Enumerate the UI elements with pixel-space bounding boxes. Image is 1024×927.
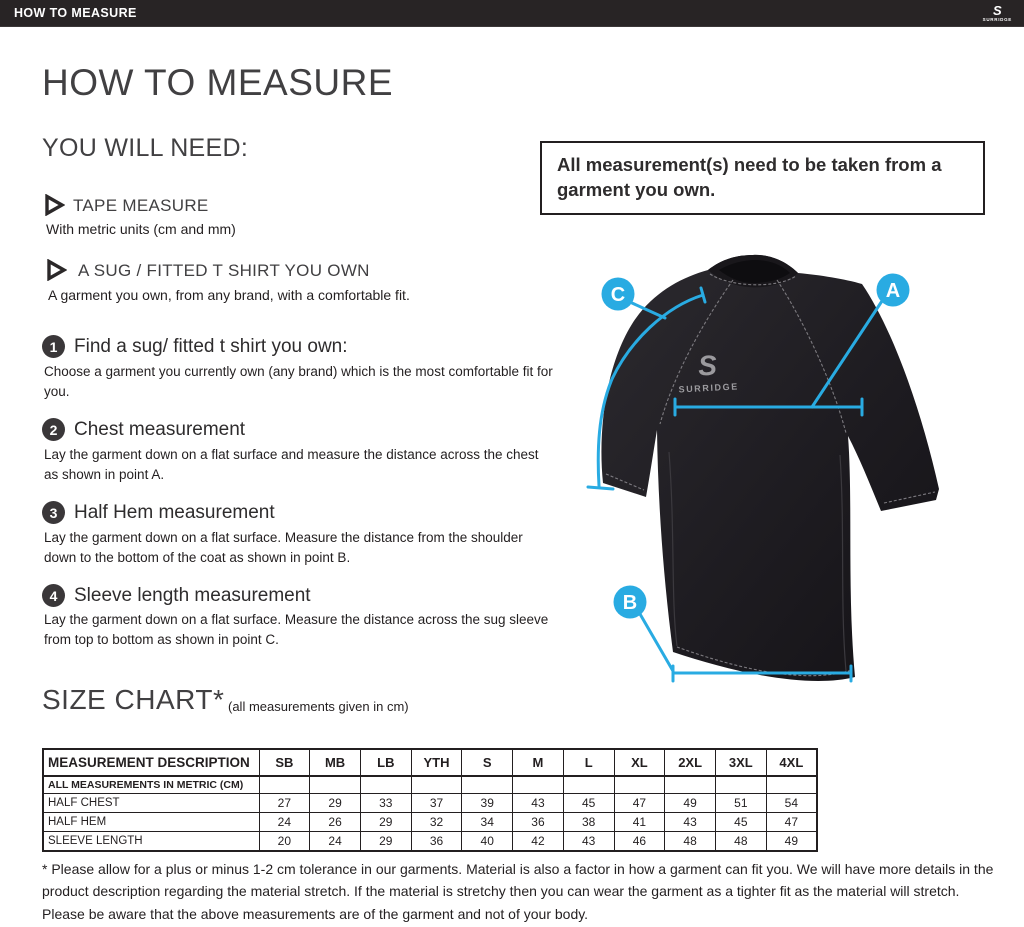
- table-cell: 40: [462, 832, 513, 852]
- step-description: Choose a garment you currently own (any brand) which is the most comfortable fit for you.: [44, 364, 553, 400]
- table-cell: 24: [310, 832, 361, 852]
- table-row: [43, 813, 817, 832]
- step-title: Chest measurement: [74, 419, 246, 440]
- column-header-size: M: [513, 749, 564, 776]
- measurement-note-box: [540, 141, 985, 215]
- table-cell: 48: [715, 832, 766, 852]
- metric-note-cell: ALL MEASUREMENTS IN METRIC (CM): [43, 776, 259, 794]
- shirt-measurement-diagram: [540, 240, 1024, 700]
- step-title: Sleeve length measurement: [74, 585, 311, 606]
- triangle-bullet-icon: [44, 194, 65, 216]
- surridge-logo-icon: S: [992, 2, 1002, 18]
- table-cell: 29: [310, 794, 361, 813]
- table-cell: 43: [665, 813, 716, 832]
- column-header-size: 4XL: [766, 749, 817, 776]
- callout-a-label: A: [885, 280, 901, 302]
- need-item-desc: With metric units (cm and mm): [46, 221, 236, 237]
- row-label: SLEEVE LENGTH: [43, 832, 259, 852]
- column-header-size: S: [462, 749, 513, 776]
- table-cell: 20: [259, 832, 310, 852]
- row-label: HALF CHEST: [43, 794, 259, 813]
- step-number-badge: 1: [42, 335, 65, 358]
- need-item-desc: A garment you own, from any brand, with a comfortable fit.: [48, 287, 410, 303]
- column-header-size: 2XL: [665, 749, 716, 776]
- step-title: Find a sug/ fitted t shirt you own:: [74, 336, 348, 357]
- disclaimer-text: * Please allow for a plus or minus 1-2 cm tolerance in our garments. Material is also a factor in how a garment can fit you. We will have more details in the product description regarding the material stretch. If the material is stretchy then you can wear the garment as a tighter fit as the material will stretch. Please be aware that the above measurements are of the garment and not of your body.: [42, 861, 994, 922]
- column-header-size: 3XL: [715, 749, 766, 776]
- callout-c-label: C: [610, 284, 626, 306]
- table-row: [43, 794, 817, 813]
- column-header-size: YTH: [411, 749, 462, 776]
- column-header-description: MEASUREMENT DESCRIPTION: [43, 749, 259, 776]
- callout-b-label: B: [622, 592, 638, 614]
- table-cell: 27: [259, 794, 310, 813]
- table-cell: 41: [614, 813, 665, 832]
- top-bar-title: HOW TO MEASURE: [14, 6, 137, 20]
- table-cell: 37: [411, 794, 462, 813]
- table-cell: 45: [715, 813, 766, 832]
- table-cell: 49: [665, 794, 716, 813]
- triangle-bullet-icon: [46, 259, 67, 281]
- table-header-row: [43, 749, 817, 776]
- measurement-note-text: All measurement(s) need to be taken from a garment you own.: [557, 154, 942, 200]
- size-chart-subheading: (all measurements given in cm): [228, 699, 409, 714]
- surridge-logo-text: SURRIDGE: [982, 16, 1012, 22]
- table-cell: 26: [310, 813, 361, 832]
- sleeve-line-bottom-tick: [588, 487, 613, 489]
- page-title: HOW TO MEASURE: [42, 62, 394, 103]
- table-cell: 36: [513, 813, 564, 832]
- table-cell: 45: [563, 794, 614, 813]
- shirt-body: [601, 255, 939, 681]
- table-cell: 33: [360, 794, 411, 813]
- table-cell: 46: [614, 832, 665, 852]
- step-number-badge: 4: [42, 584, 65, 607]
- callout-b-connector: [640, 614, 673, 671]
- table-metric-note-row: [43, 776, 817, 794]
- step-description: Lay the garment down on a flat surface. Measure the distance from the shoulder down to the bottom of the coat as shown in point B.: [44, 530, 523, 566]
- table-cell: 43: [513, 794, 564, 813]
- table-cell: 29: [360, 832, 411, 852]
- table-cell: 49: [766, 832, 817, 852]
- need-item-title: TAPE MEASURE: [73, 196, 209, 215]
- you-will-need-heading: YOU WILL NEED:: [42, 134, 249, 162]
- table-cell: 34: [462, 813, 513, 832]
- step-title: Half Hem measurement: [74, 502, 275, 523]
- shirt-brand-name: SURRIDGE: [678, 381, 740, 395]
- step-number-badge: 2: [42, 418, 65, 441]
- table-cell: 24: [259, 813, 310, 832]
- shirt-figure: [601, 255, 939, 681]
- step-number-badge: 3: [42, 501, 65, 524]
- column-header-size: L: [563, 749, 614, 776]
- table-cell: 48: [665, 832, 716, 852]
- table-cell: 38: [563, 813, 614, 832]
- table-cell: 36: [411, 832, 462, 852]
- column-header-size: LB: [360, 749, 411, 776]
- surridge-logo: [982, 2, 1024, 22]
- table-cell: 51: [715, 794, 766, 813]
- column-header-size: SB: [259, 749, 310, 776]
- shirt-brand-mark: S: [697, 349, 718, 382]
- table-cell: 54: [766, 794, 817, 813]
- table-cell: 39: [462, 794, 513, 813]
- table-cell: 43: [563, 832, 614, 852]
- column-header-size: MB: [310, 749, 361, 776]
- size-chart-table: [42, 748, 818, 852]
- table-cell: 32: [411, 813, 462, 832]
- step-description: Lay the garment down on a flat surface and measure the distance across the chest as shown in point A.: [44, 447, 539, 483]
- table-cell: 29: [360, 813, 411, 832]
- top-bar: [0, 0, 1024, 27]
- table-row: [43, 832, 817, 852]
- step-description: Lay the garment down on a flat surface. Measure the distance across the sug sleeve from top to bottom as shown in point C.: [44, 612, 549, 648]
- row-label: HALF HEM: [43, 813, 259, 832]
- need-item-title: A SUG / FITTED T SHIRT YOU OWN: [78, 261, 370, 280]
- table-cell: 42: [513, 832, 564, 852]
- size-chart-heading: SIZE CHART*: [42, 684, 225, 715]
- table-cell: 47: [766, 813, 817, 832]
- column-header-size: XL: [614, 749, 665, 776]
- table-cell: 47: [614, 794, 665, 813]
